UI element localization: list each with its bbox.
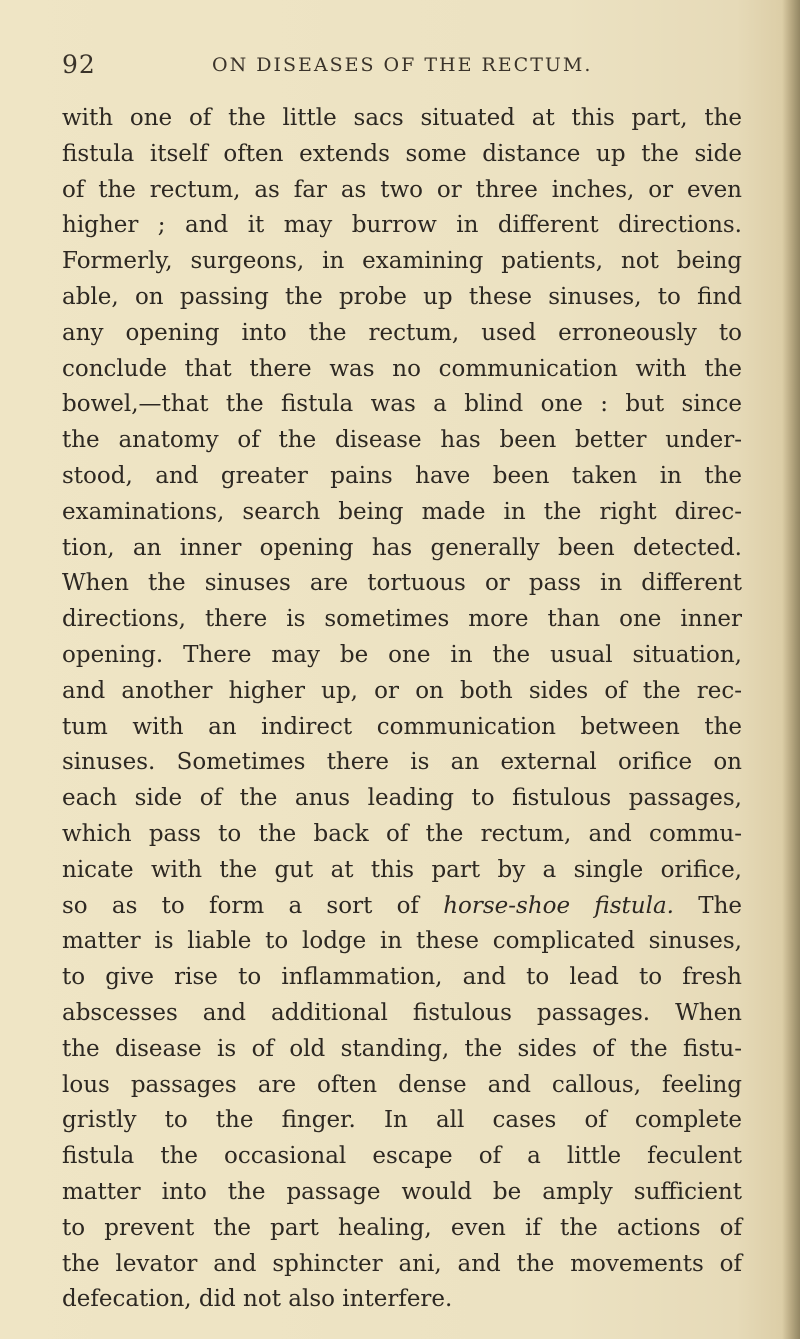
text-line: any opening into the rectum, used erroneously to xyxy=(62,319,742,346)
text-line: the disease is of old standing, the sides of the fistu- xyxy=(62,1035,742,1062)
text-line: bowel,—that the fistula was a blind one : but since xyxy=(62,391,742,418)
body-text xyxy=(62,101,742,1318)
text-line: the anatomy of the disease has been better under- xyxy=(62,427,742,454)
text-line: nicate with the gut at this part by a single orifice, xyxy=(62,856,742,883)
text-line: lous passages are often dense and callous, feeling xyxy=(62,1071,742,1098)
text-line: sinuses. Sometimes there is an external orifice on xyxy=(62,749,742,776)
text-segment: so as to form a sort of xyxy=(62,892,444,919)
text-line: examinations, search being made in the right direc- xyxy=(62,498,742,525)
text-line: gristly to the finger. In all cases of complete xyxy=(62,1107,742,1134)
text-line: tion, an inner opening has generally been detected. xyxy=(62,534,742,561)
text-line: and another higher up, or on both sides of the rec- xyxy=(62,677,742,704)
text-line-horseshoe xyxy=(62,889,742,925)
text-line: matter into the passage would be amply sufficient xyxy=(62,1178,742,1205)
text-line-last: defecation, did not also interfere. xyxy=(62,1286,453,1313)
text-line: able, on passing the probe up these sinuses, to find xyxy=(62,283,742,310)
text-line: conclude that there was no communication with the xyxy=(62,355,742,382)
text-line: Formerly, surgeons, in examining patients, not being xyxy=(62,248,742,275)
text-line: of the rectum, as far as two or three inches, or even xyxy=(62,176,742,203)
running-header xyxy=(62,50,702,84)
text-line: with one of the little sacs situated at this part, the xyxy=(62,105,742,131)
page-binding-shadow xyxy=(782,0,800,1339)
text-line: directions, there is sometimes more than one inner xyxy=(62,606,742,633)
italic-term: horse-shoe fistula. xyxy=(443,892,674,919)
text-line: abscesses and additional fistulous passages. When xyxy=(62,999,742,1026)
text-segment: The xyxy=(673,892,743,919)
running-title: ON DISEASES OF THE RECTUM. xyxy=(212,54,593,76)
text-line: higher ; and it may burrow in different directions. xyxy=(62,212,742,239)
text-line: When the sinuses are tortuous or pass in different xyxy=(62,570,742,597)
text-line: tum with an indirect communication between the xyxy=(62,713,742,740)
text-line: stood, and greater pains have been taken in the xyxy=(62,462,742,489)
text-line: to prevent the part healing, even if the actions of xyxy=(62,1214,742,1241)
text-line: the levator and sphincter ani, and the movements of xyxy=(62,1250,742,1277)
text-line: to give rise to inflammation, and to lead to fresh xyxy=(62,964,742,991)
text-line: matter is liable to lodge in these complicated sinuses, xyxy=(62,928,742,955)
text-line: fistula itself often extends some distance up the side xyxy=(62,140,742,167)
text-line: fistula the occasional escape of a little feculent xyxy=(62,1143,742,1170)
page-number: 92 xyxy=(62,50,96,79)
text-line: opening. There may be one in the usual situation, xyxy=(62,641,742,668)
text-line: each side of the anus leading to fistulous passages, xyxy=(62,785,742,812)
text-line: which pass to the back of the rectum, and commu- xyxy=(62,820,742,847)
